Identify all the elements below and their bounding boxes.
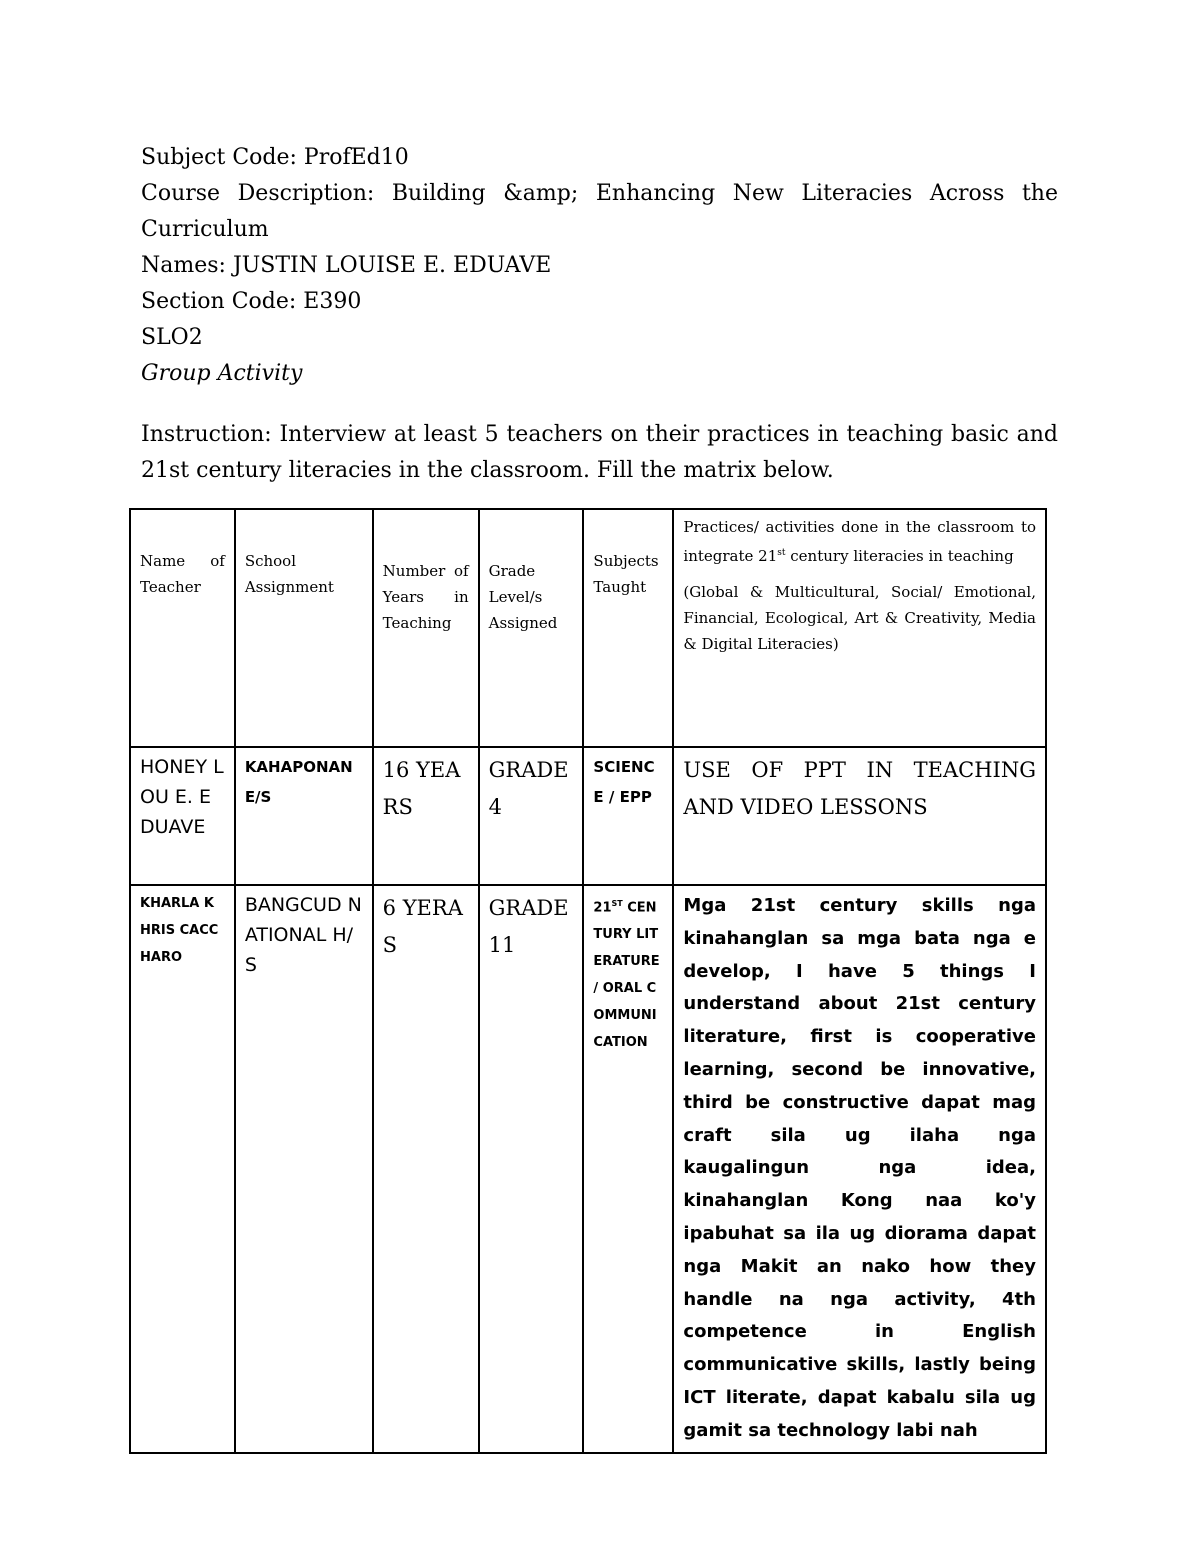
teacher-name-cell [130,885,235,1453]
table-row [130,885,1046,1453]
school-assignment: KAHAPONAN E/S [244,758,353,806]
years-teaching: 16 YEARS [382,758,461,819]
slo-label: SLO2 [141,325,203,350]
subjects-cell [583,747,673,885]
school-cell [235,747,373,885]
student-names: Names: JUSTIN LOUISE E. EDUAVE [141,253,552,278]
subjects-post: CENTURY LITERATURE / ORAL COMMUNICATION [593,900,660,1051]
header-practices-post: century literacies in teaching [785,547,1014,565]
table-header-row [130,509,1046,747]
header-practices-sup: st [777,548,786,558]
header-years: Number of Years in Teaching [382,562,469,632]
subjects-pre: 21 [593,900,612,916]
grade-cell [479,885,584,1453]
years-cell [373,747,479,885]
course-description: Course Description: Building &amp; Enhancing New Literacies Across the Curriculum [141,181,1058,242]
activity-type: Group Activity [141,361,303,386]
header-practices-note: (Global & Multicultural, Social/ Emotional, Financial, Ecological, Art & Creativity, Media & Digital Literacies) [683,583,1036,653]
table-row [130,747,1046,885]
subjects-taught [593,890,663,1056]
teacher-name: KHARLA KHRIS CACCHARO [140,896,219,965]
grade-cell [479,747,584,885]
grade-level: GRADE 11 [488,896,569,957]
header-practices-cell [673,509,1046,747]
header-school: School Assignment [244,552,334,596]
practices-text: USE OF PPT IN TEACHING AND VIDEO LESSONS [683,758,1036,819]
instruction-text: Instruction: Interview at least 5 teachers on their practices in teaching basic and 21st century literacies in the classroom. Fill the matrix below. [141,422,1058,483]
subjects-sup: ST [611,899,623,908]
header-grade-cell [479,509,584,747]
interview-matrix [129,508,1047,1454]
grade-level: GRADE 4 [488,758,569,819]
header-name: Name of Teacher [140,552,225,596]
teacher-name-cell [130,747,235,885]
section-code: Section Code: E390 [141,289,362,314]
practices-cell [673,885,1046,1453]
header-years-cell [373,509,479,747]
years-teaching: 6 YERAS [382,896,463,957]
header-practices-pre: Practices/ activities done in the classroom to integrate 21 [683,518,1036,565]
school-cell [235,885,373,1453]
subject-code: Subject Code: ProfEd10 [141,145,409,170]
subjects-taught: SCIENCE / EPP [593,758,655,806]
practices-cell [673,747,1046,885]
header-practices [683,514,1036,569]
header-school-cell [235,509,373,747]
header-subjects-cell [583,509,673,747]
subjects-cell [583,885,673,1453]
practices-text: Mga 21st century skills nga kinahanglan sa mga bata nga e develop, I have 5 things I understand about 21st century literature, first is cooperative learning, second be innovative, third be constructive dapat mag craft sila ug ilaha nga kaugalingun nga idea, kinahanglan Kong naa ko'y ipabuhat sa ila ug diorama dapat nga Makit an nako how they handle na nga activity, 4th competence in English communicative skills, lastly being ICT literate, dapat kabalu sila ug gamit sa technology labi nah [683,895,1036,1441]
header-name-cell [130,509,235,747]
school-assignment: BANGCUD NATIONAL H/S [244,894,362,976]
years-cell [373,885,479,1453]
header-grade: Grade Level/s Assigned [488,562,558,632]
teacher-name: HONEY LOU E. EDUAVE [140,756,224,838]
header-subjects: Subjects Taught [593,552,659,596]
document-header [141,140,1058,392]
